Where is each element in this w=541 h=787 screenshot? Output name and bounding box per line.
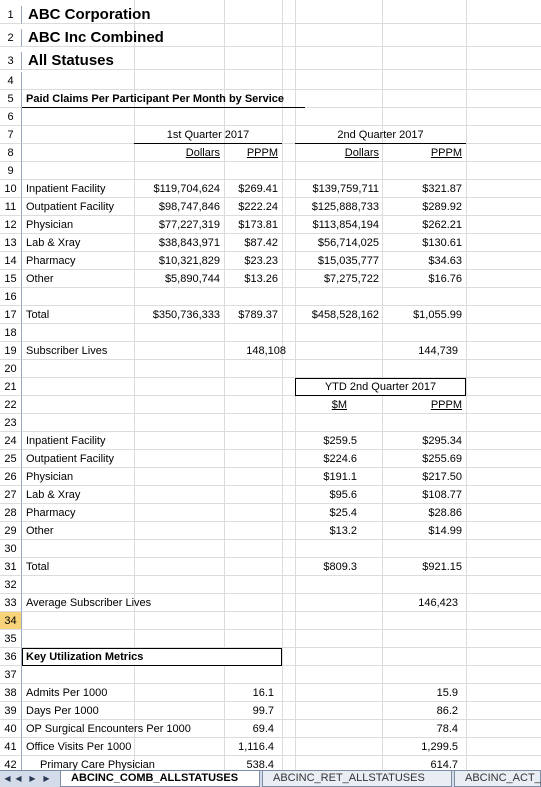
q2-pppm-cell[interactable]: $289.92	[422, 201, 462, 213]
row-header[interactable]: 11	[0, 198, 22, 216]
q2-dollars-cell[interactable]: $56,714,025	[317, 237, 379, 249]
q2-dollars-cell[interactable]: $7,275,722	[323, 273, 379, 285]
row-header[interactable]: 35	[0, 630, 22, 648]
ytd-m-total[interactable]: $809.3	[323, 561, 357, 573]
row-header[interactable]: 6	[0, 108, 22, 126]
table-row	[0, 450, 541, 468]
service-label[interactable]: Pharmacy	[26, 507, 76, 519]
row-8	[0, 144, 541, 162]
row-header[interactable]: 7	[0, 126, 22, 144]
ytd-m-cell[interactable]: $191.1	[323, 471, 357, 483]
q1-dollars-cell[interactable]: $119,704,624	[153, 183, 220, 195]
last-sheet-icon[interactable]: ▶︎	[43, 774, 50, 783]
row-header[interactable]: 27	[0, 486, 22, 504]
q2-pppm-cell[interactable]: $16.76	[428, 273, 462, 285]
entity-name[interactable]: ABC Inc Combined	[28, 29, 164, 46]
q1-pppm-total[interactable]: $789.37	[238, 309, 278, 321]
subscriber-lives-label[interactable]: Subscriber Lives	[26, 345, 108, 357]
q2-dollars-cell[interactable]: $113,854,194	[312, 219, 379, 231]
q2-pppm-header[interactable]: PPPM	[430, 147, 462, 159]
row-21	[0, 378, 541, 396]
q2-metric-cell[interactable]: 15.9	[436, 687, 458, 699]
q1-dollars-header[interactable]: Dollars	[185, 147, 220, 159]
row-header[interactable]: 36	[0, 648, 22, 666]
row-2	[0, 29, 541, 47]
q1-dollars-cell[interactable]: $98,747,846	[158, 201, 220, 213]
table-row	[0, 504, 541, 522]
row-header[interactable]: 33	[0, 594, 22, 612]
avg-lives-row	[0, 594, 541, 612]
q1-pppm-cell[interactable]: $87.42	[244, 237, 278, 249]
row-header[interactable]: 5	[0, 90, 22, 108]
table-row	[0, 756, 541, 770]
service-label[interactable]: Outpatient Facility	[26, 201, 115, 213]
row-header[interactable]: 9	[0, 162, 22, 180]
row-header[interactable]: 23	[0, 414, 22, 432]
service-label[interactable]: Other	[26, 525, 54, 537]
q2-dollars-cell[interactable]: $15,035,777	[317, 255, 379, 267]
row-3	[0, 52, 541, 70]
q2-dollars-total[interactable]: $458,528,162	[311, 309, 379, 321]
service-label[interactable]: Lab & Xray	[26, 237, 81, 249]
row-header[interactable]: 8	[0, 144, 22, 162]
row-header-selected[interactable]: 34	[0, 612, 22, 630]
row-35	[0, 630, 541, 648]
service-label[interactable]: Other	[26, 273, 54, 285]
q2-pppm-cell[interactable]: $262.21	[422, 219, 462, 231]
metric-label[interactable]: Days Per 1000	[26, 705, 99, 717]
row-header[interactable]: 19	[0, 342, 22, 360]
table-row	[0, 738, 541, 756]
sheet-tab-bar	[0, 770, 541, 787]
table-row	[0, 252, 541, 270]
total-label[interactable]: Total	[26, 561, 50, 573]
row-header[interactable]: 25	[0, 450, 22, 468]
service-label[interactable]: Pharmacy	[26, 255, 76, 267]
row-header[interactable]: 18	[0, 324, 22, 342]
q2-pppm-cell[interactable]: $130.61	[422, 237, 462, 249]
ytd-pppm-cell[interactable]: $14.99	[428, 525, 462, 537]
service-label[interactable]: Inpatient Facility	[26, 435, 106, 447]
row-32	[0, 576, 541, 594]
avg-lives-label[interactable]: Average Subscriber Lives	[26, 597, 152, 609]
table-row	[0, 234, 541, 252]
row-header[interactable]: 2	[0, 29, 22, 47]
row-16	[0, 288, 541, 306]
metric-label[interactable]: OP Surgical Encounters Per 1000	[26, 723, 191, 735]
ytd-m-cell[interactable]: $13.2	[329, 525, 357, 537]
ytd-pppm-header[interactable]: PPPM	[430, 399, 462, 411]
row-header[interactable]: 22	[0, 396, 22, 414]
metric-label[interactable]: Admits Per 1000	[26, 687, 108, 699]
row-header[interactable]: 39	[0, 702, 22, 720]
q1-metric-cell[interactable]: 1,116.4	[238, 741, 274, 753]
subscriber-lives-row	[0, 342, 541, 360]
prev-sheet-icon[interactable]: ◀	[15, 774, 22, 783]
row-header[interactable]: 17	[0, 306, 22, 324]
q1-dollars-cell[interactable]: $38,843,971	[158, 237, 220, 249]
row-4	[0, 72, 541, 90]
row-header[interactable]: 16	[0, 288, 22, 306]
q1-dollars-cell[interactable]: $5,890,744	[164, 273, 220, 285]
q2-pppm-cell[interactable]: $34.63	[428, 255, 462, 267]
table-row	[0, 522, 541, 540]
table-row	[0, 684, 541, 702]
next-sheet-icon[interactable]: ▶	[29, 774, 36, 783]
total-row	[0, 306, 541, 324]
row-37	[0, 666, 541, 684]
ytd-m-cell[interactable]: $25.4	[329, 507, 357, 519]
row-header[interactable]: 29	[0, 522, 22, 540]
table-row	[0, 198, 541, 216]
ytd-pppm-cell[interactable]: $217.50	[422, 471, 462, 483]
q1-pppm-cell[interactable]: $173.81	[238, 219, 278, 231]
q2-dollars-cell[interactable]: $125,888,733	[311, 201, 379, 213]
row-9	[0, 162, 541, 180]
q2-pppm-total[interactable]: $1,055.99	[413, 309, 462, 321]
service-label[interactable]: Physician	[26, 471, 74, 483]
table-row	[0, 468, 541, 486]
row-6	[0, 108, 541, 126]
row-header[interactable]: 37	[0, 666, 22, 684]
row-header[interactable]: 10	[0, 180, 22, 198]
row-7	[0, 126, 541, 144]
q1-pppm-cell[interactable]: $23.23	[244, 255, 278, 267]
tab-abcinc-ret-allstatuses[interactable]: ABCINC_RET_ALLSTATUSES	[262, 771, 452, 787]
ytd-pppm-cell[interactable]: $28.86	[428, 507, 462, 519]
first-sheet-icon[interactable]: ◀︎	[4, 774, 11, 783]
row-header[interactable]: 32	[0, 576, 22, 594]
service-label[interactable]: Outpatient Facility	[26, 453, 115, 465]
q2-metric-cell[interactable]: 86.2	[436, 705, 458, 717]
q1-pppm-header[interactable]: PPPM	[246, 147, 278, 159]
q2-metric-cell[interactable]: 78.4	[436, 723, 458, 735]
row-header[interactable]: 14	[0, 252, 22, 270]
q1-metric-cell[interactable]: 538.4	[246, 759, 274, 770]
table-row	[0, 702, 541, 720]
q1-title[interactable]: 1st Quarter 2017	[166, 129, 250, 141]
row-23	[0, 414, 541, 432]
row-header[interactable]: 15	[0, 270, 22, 288]
q2-dollars-cell[interactable]: $139,759,711	[312, 183, 379, 195]
ytd-pppm-cell[interactable]: $108.77	[422, 489, 462, 501]
row-header[interactable]: 24	[0, 432, 22, 450]
total-label[interactable]: Total	[26, 309, 50, 321]
table-row	[0, 720, 541, 738]
status-label[interactable]: All Statuses	[28, 52, 114, 69]
q1-pppm-cell[interactable]: $222.24	[238, 201, 278, 213]
row-header[interactable]: 13	[0, 234, 22, 252]
q2-metric-cell[interactable]: 614.7	[430, 759, 458, 770]
row-5	[0, 90, 541, 108]
q2-pppm-cell[interactable]: $321.87	[422, 183, 462, 195]
row-header[interactable]: 1	[0, 6, 22, 24]
row-header[interactable]: 38	[0, 684, 22, 702]
row-30	[0, 540, 541, 558]
q2-dollars-header[interactable]: Dollars	[344, 147, 379, 159]
row-header[interactable]: 28	[0, 504, 22, 522]
service-label[interactable]: Inpatient Facility	[26, 183, 106, 195]
q1-dollars-total[interactable]: $350,736,333	[152, 309, 220, 321]
row-header[interactable]: 42	[0, 756, 22, 770]
q1-pppm-cell[interactable]: $269.41	[238, 183, 278, 195]
table-row	[0, 486, 541, 504]
ytd-m-cell[interactable]: $224.6	[323, 453, 357, 465]
avg-lives-value[interactable]: 146,423	[418, 597, 458, 609]
row-header[interactable]: 26	[0, 468, 22, 486]
q1-subscriber-lives[interactable]: 148,108	[246, 345, 286, 357]
row-header[interactable]: 4	[0, 72, 22, 90]
row-header[interactable]: 31	[0, 558, 22, 576]
row-34	[0, 612, 541, 630]
q2-title[interactable]: 2nd Quarter 2017	[337, 129, 424, 141]
ytd-pppm-cell[interactable]: $295.34	[422, 435, 462, 447]
service-label[interactable]: Physician	[26, 219, 74, 231]
ytd-title[interactable]: YTD 2nd Quarter 2017	[324, 381, 437, 393]
q1-metric-cell[interactable]: 69.4	[252, 723, 274, 735]
ytd-total-row	[0, 558, 541, 576]
q1-metric-cell[interactable]: 99.7	[252, 705, 274, 717]
row-header[interactable]: 41	[0, 738, 22, 756]
table-row	[0, 180, 541, 198]
row-1	[0, 6, 541, 24]
company-name[interactable]: ABC Corporation	[28, 6, 151, 23]
q2-metric-cell[interactable]: 1,299.5	[421, 741, 458, 753]
ytd-pppm-total[interactable]: $921.15	[422, 561, 462, 573]
q2-subscriber-lives[interactable]: 144,739	[418, 345, 458, 357]
q1-metric-cell[interactable]: 16.1	[252, 687, 274, 699]
row-header[interactable]: 3	[0, 52, 22, 70]
service-label[interactable]: Lab & Xray	[26, 489, 81, 501]
table-row	[0, 432, 541, 450]
metric-label[interactable]: Primary Care Physician	[40, 759, 155, 770]
ytd-m-cell[interactable]: $259.5	[323, 435, 357, 447]
row-header[interactable]: 21	[0, 378, 22, 396]
row-header[interactable]: 30	[0, 540, 22, 558]
ytd-m-header[interactable]: $M	[331, 399, 347, 411]
q1-dollars-cell[interactable]: $10,321,829	[158, 255, 220, 267]
metric-label[interactable]: Office Visits Per 1000	[26, 741, 132, 753]
row-header[interactable]: 12	[0, 216, 22, 234]
ytd-pppm-cell[interactable]: $255.69	[422, 453, 462, 465]
row-header[interactable]: 40	[0, 720, 22, 738]
row-22	[0, 396, 541, 414]
q1-pppm-cell[interactable]: $13.26	[244, 273, 278, 285]
row-18	[0, 324, 541, 342]
report-title[interactable]: Paid Claims Per Participant Per Month by Service	[26, 93, 284, 105]
q1-dollars-cell[interactable]: $77,227,319	[158, 219, 220, 231]
row-header[interactable]: 20	[0, 360, 22, 378]
ytd-m-cell[interactable]: $95.6	[329, 489, 357, 501]
tab-abcinc-comb-allstatuses[interactable]: ABCINC_COMB_ALLSTATUSES	[60, 771, 260, 787]
table-row	[0, 270, 541, 288]
util-title[interactable]: Key Utilization Metrics	[26, 651, 144, 663]
tab-abcinc-act[interactable]: ABCINC_ACT_	[454, 771, 541, 787]
row-36	[0, 648, 541, 666]
table-row	[0, 216, 541, 234]
row-20	[0, 360, 541, 378]
